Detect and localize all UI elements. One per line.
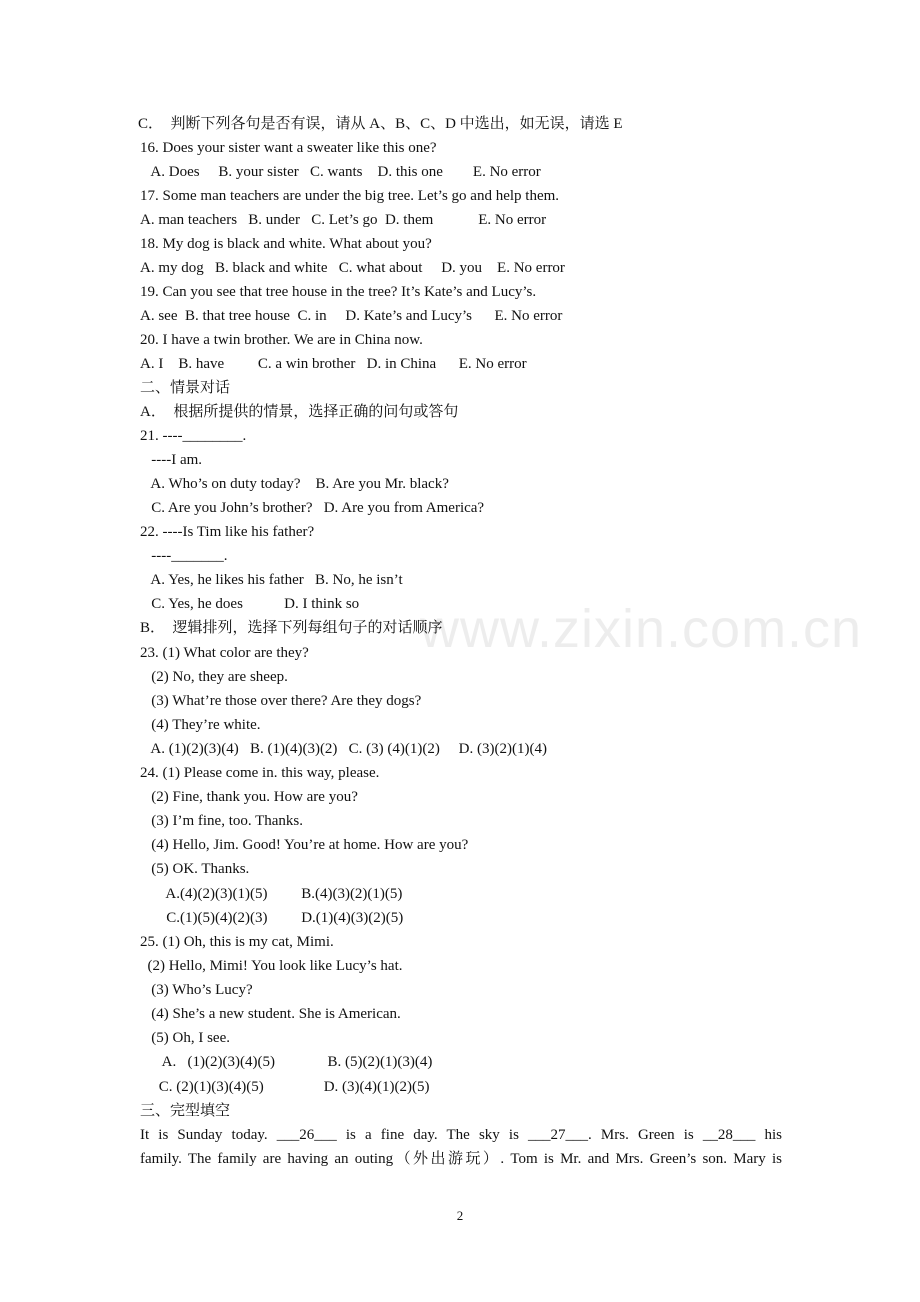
question-16: 16. Does your sister want a sweater like this one? bbox=[140, 140, 437, 156]
section-2a-instruction: A． 根据所提供的情景，选择正确的问句或答句 bbox=[140, 404, 459, 420]
question-25-options-cd: C. (2)(1)(3)(4)(5) D. (3)(4)(1)(2)(5) bbox=[140, 1079, 430, 1095]
section-c-instruction: C． 判断下列各句是否有误，请从 A、B、C、D 中选出，如无误，请选 E bbox=[138, 116, 623, 132]
page-number: 2 bbox=[456, 1208, 464, 1223]
question-24-line-2: (2) Fine, thank you. How are you? bbox=[140, 789, 358, 805]
question-23-line-3: (3) What’re those over there? Are they dogs? bbox=[140, 693, 422, 709]
question-24-line-4: (4) Hello, Jim. Good! You’re at home. How are you? bbox=[140, 837, 469, 853]
question-22: 22. ----Is Tim like his father? bbox=[140, 524, 315, 540]
question-25: 25. (1) Oh, this is my cat, Mimi. bbox=[140, 934, 334, 950]
question-17: 17. Some man teachers are under the big tree. Let’s go and help them. bbox=[140, 188, 560, 204]
cloze-paragraph-line-2: family. The family are having an outing（外出游玩）. Tom is Mr. and Mrs. Green’s son. Mary is bbox=[140, 1151, 782, 1167]
question-23-line-2: (2) No, they are sheep. bbox=[140, 669, 288, 685]
question-16-options: A. Does B. your sister C. wants D. this one E. No error bbox=[140, 164, 541, 180]
question-22-options-ab: A. Yes, he likes his father B. No, he isn’t bbox=[140, 572, 403, 588]
question-24-line-3: (3) I’m fine, too. Thanks. bbox=[140, 813, 304, 829]
question-24: 24. (1) Please come in. this way, please. bbox=[140, 765, 380, 781]
section-2-heading: 二、情景对话 bbox=[140, 380, 231, 396]
section-3-heading: 三、完型填空 bbox=[140, 1103, 231, 1119]
question-22-options-cd: C. Yes, he does D. I think so bbox=[140, 596, 360, 612]
question-23-options: A. (1)(2)(3)(4) B. (1)(4)(3)(2) C. (3) (4)(1)(2) D. (3)(2)(1)(4) bbox=[140, 741, 547, 757]
question-21: 21. ----________. bbox=[140, 428, 247, 444]
question-23-line-4: (4) They’re white. bbox=[140, 717, 261, 733]
question-17-options: A. man teachers B. under C. Let’s go D. them E. No error bbox=[140, 212, 547, 228]
question-24-options-ab: A.(4)(2)(3)(1)(5) B.(4)(3)(2)(1)(5) bbox=[140, 886, 403, 902]
cloze-paragraph-line-1: It is Sunday today. ___26___ is a fine day. The sky is ___27___. Mrs. Green is __28___ his bbox=[140, 1127, 782, 1143]
question-24-options-cd: C.(1)(5)(4)(2)(3) D.(1)(4)(3)(2)(5) bbox=[140, 910, 404, 926]
question-22-reply: ----_______. bbox=[140, 548, 228, 564]
watermark: www.zixin.com.cn bbox=[420, 599, 863, 659]
question-20-options: A. I B. have C. a win brother D. in China E. No error bbox=[140, 356, 527, 372]
question-19: 19. Can you see that tree house in the tree? It’s Kate’s and Lucy’s. bbox=[140, 284, 537, 300]
question-18-options: A. my dog B. black and white C. what about D. you E. No error bbox=[140, 260, 565, 276]
question-20: 20. I have a twin brother. We are in China now. bbox=[140, 332, 423, 348]
question-21-options-cd: C. Are you John’s brother? D. Are you from America? bbox=[140, 500, 485, 516]
question-25-line-4: (4) She’s a new student. She is American. bbox=[140, 1006, 401, 1022]
question-25-line-2: (2) Hello, Mimi! You look like Lucy’s hat. bbox=[140, 958, 403, 974]
question-21-reply: ----I am. bbox=[140, 452, 203, 468]
question-18: 18. My dog is black and white. What about you? bbox=[140, 236, 432, 252]
question-23: 23. (1) What color are they? bbox=[140, 645, 309, 661]
question-24-line-5: (5) OK. Thanks. bbox=[140, 861, 250, 877]
question-19-options: A. see B. that tree house C. in D. Kate’s and Lucy’s E. No error bbox=[140, 308, 563, 324]
question-25-options-ab: A. (1)(2)(3)(4)(5) B. (5)(2)(1)(3)(4) bbox=[140, 1054, 433, 1070]
question-25-line-5: (5) Oh, I see. bbox=[140, 1030, 230, 1046]
section-2b-instruction: B． 逻辑排列，选择下列每组句子的对话顺序 bbox=[140, 620, 443, 636]
question-25-line-3: (3) Who’s Lucy? bbox=[140, 982, 253, 998]
question-21-options-ab: A. Who’s on duty today? B. Are you Mr. black? bbox=[140, 476, 449, 492]
